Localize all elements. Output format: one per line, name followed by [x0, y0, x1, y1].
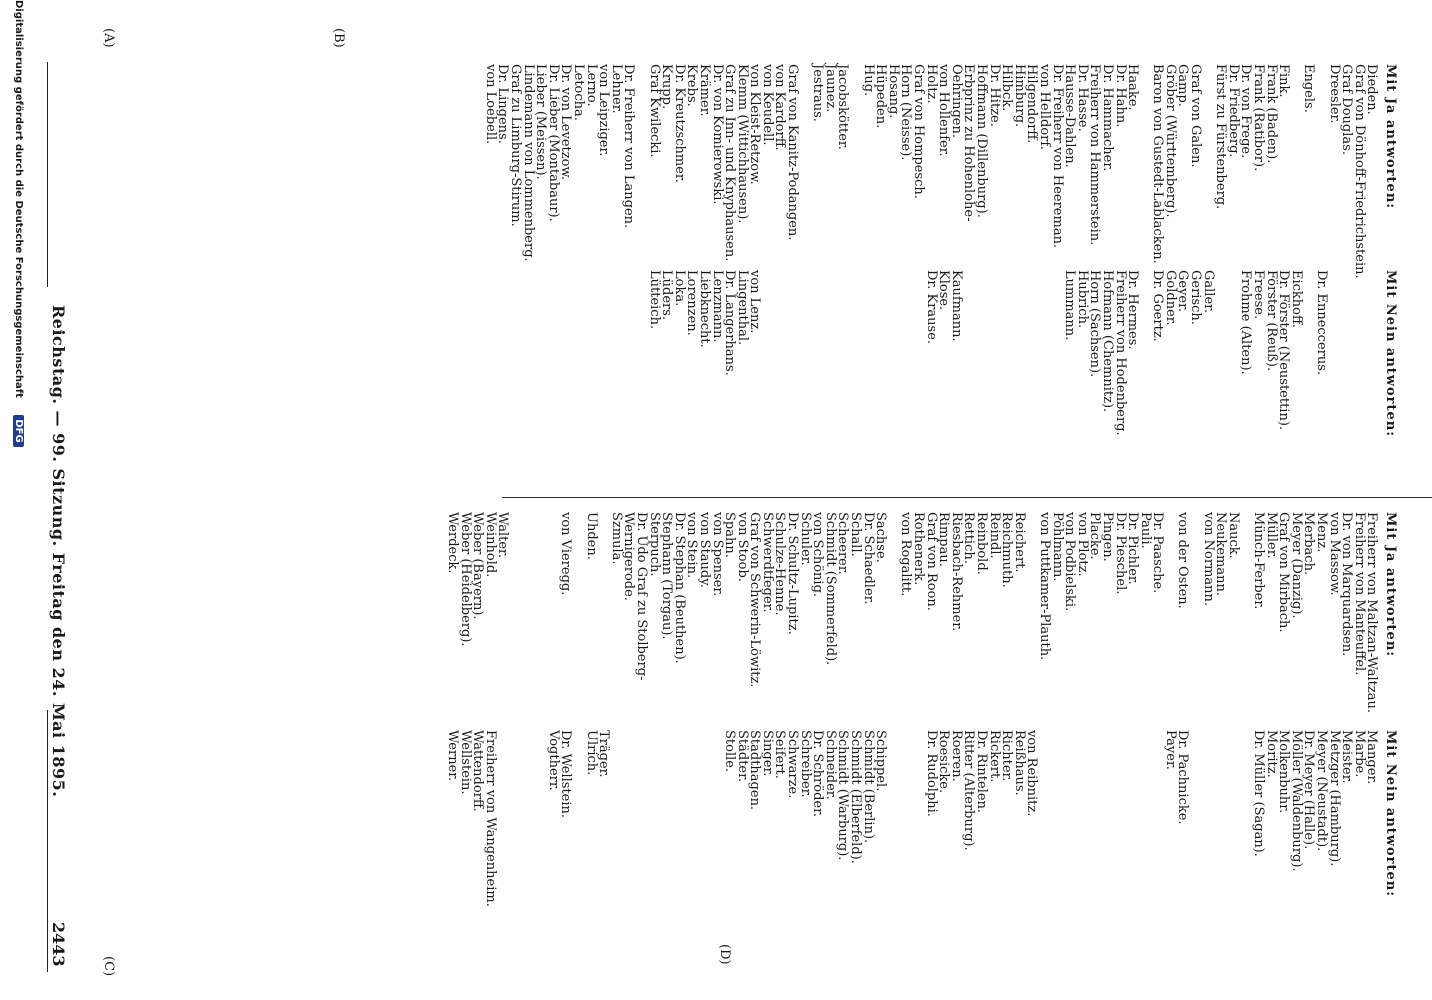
- member-name: von Schönig.: [810, 512, 826, 598]
- member-name: Placke.: [1087, 512, 1103, 560]
- member-name: Roesicke.: [936, 730, 952, 794]
- member-name: Krebs.: [684, 64, 700, 107]
- member-name: Graf von Roon.: [923, 512, 939, 611]
- member-name: von Plotz.: [1074, 512, 1090, 577]
- member-name: Dr. Langerhans.: [722, 270, 738, 376]
- member-name: von Puttkamer-Plauth.: [1036, 512, 1052, 661]
- name-list: [445, 512, 1380, 713]
- member-name: Graf zu Limburg-Stirum.: [508, 64, 524, 227]
- margin-label-d: (D): [717, 944, 732, 965]
- member-name: [521, 512, 534, 713]
- member-name: Nauck.: [1225, 512, 1241, 559]
- column-heading: Mit Nein antworten:: [1383, 270, 1398, 438]
- member-name: [1063, 730, 1076, 907]
- member-name: Rimpau.: [936, 512, 952, 567]
- column-nein-left: [647, 270, 1396, 437]
- member-name: [1050, 730, 1063, 907]
- member-name: [848, 64, 861, 279]
- member-name: Singer.: [759, 730, 775, 777]
- member-name: Dr. Kreutzschmer.: [671, 64, 687, 183]
- member-name: Lütteich.: [646, 270, 662, 330]
- member-name: [571, 730, 584, 907]
- member-name: Freese.: [1251, 270, 1267, 320]
- member-name: [886, 270, 899, 437]
- member-name: Richter.: [999, 730, 1015, 782]
- member-name: [1037, 730, 1050, 907]
- member-name: Dr. Förster (Neustettin).: [1276, 270, 1292, 431]
- member-name: [1189, 730, 1202, 907]
- member-name: Erbprinz zu Hohenlohe-: [961, 64, 977, 222]
- member-name: Schuler.: [797, 512, 813, 566]
- name-list: [647, 270, 1377, 437]
- member-name: Reinbold.: [974, 512, 989, 575]
- member-name: Frank (Ratibor).: [1251, 64, 1267, 172]
- member-name: Horn (Sachsen).: [1087, 270, 1103, 378]
- header-rule-right: [47, 710, 48, 972]
- member-name: [1113, 730, 1126, 907]
- column-divider: [502, 497, 1432, 498]
- member-name: [1100, 730, 1113, 907]
- member-name: Dreesler.: [1326, 64, 1342, 124]
- member-name: Eickhoff.: [1288, 270, 1304, 328]
- member-name: Münch-Ferber.: [1251, 512, 1267, 610]
- member-name: [1163, 512, 1176, 713]
- member-name: Dr. Schultz-Lupitz.: [785, 512, 801, 635]
- member-name: [634, 64, 647, 279]
- member-name: [647, 730, 660, 907]
- member-name: [1340, 270, 1353, 437]
- member-name: Wattendorff.: [470, 730, 486, 812]
- member-name: [534, 512, 547, 713]
- member-name: Jacobskötter.: [835, 64, 851, 150]
- member-name: Dr. Hasse.: [1074, 64, 1090, 132]
- member-name: [1000, 270, 1013, 437]
- member-name: Städter.: [734, 730, 750, 783]
- member-name: von Loebell.: [482, 64, 498, 145]
- member-name: Scheerer.: [835, 512, 851, 575]
- column-ja-right: [445, 512, 1396, 713]
- margin-label-a: (A): [101, 28, 116, 48]
- member-name: von Keudell.: [759, 64, 775, 146]
- member-name: Lingenthal.: [734, 270, 750, 346]
- member-name: Wellstein.: [457, 730, 473, 795]
- member-name: von Kleist-Retzow.: [747, 64, 763, 185]
- member-name: Pöhlmann.: [1049, 512, 1065, 582]
- member-name: Dr. Pachnicke.: [1175, 730, 1191, 825]
- member-name: [974, 270, 987, 437]
- member-name: Kaufmann.: [948, 270, 964, 342]
- member-name: [1239, 730, 1252, 907]
- member-name: Liebknecht.: [696, 270, 712, 348]
- member-name: Himburg.: [1011, 64, 1027, 128]
- member-name: [1088, 730, 1101, 907]
- member-name: [1314, 64, 1327, 279]
- footer-credit: Digitalisierung gefördert durch die Deutsche Forschungsgemeinschaft: [13, 0, 24, 398]
- member-name: Sterpuch.: [646, 512, 662, 577]
- footer-credit-strip: [8, 0, 24, 1000]
- column-heading: Mit Ja antworten:: [1383, 64, 1398, 210]
- member-name: Dr. Rudolphi.: [923, 730, 939, 817]
- member-name: Lüders.: [659, 270, 675, 321]
- member-name: [1151, 730, 1164, 907]
- member-name: Dr. Stephan (Beuthen).: [671, 512, 687, 664]
- member-name: Dr. von Komierowski.: [709, 64, 725, 205]
- member-name: Frank (Baden).: [1263, 64, 1279, 164]
- member-name: von Rogalitt.: [898, 512, 914, 597]
- member-name: von Helldorf.: [1036, 64, 1052, 150]
- member-name: Pingen.: [1099, 512, 1115, 562]
- member-name: Spahn.: [722, 512, 738, 558]
- member-name: [1365, 270, 1378, 437]
- member-name: Dr. Enneccerus.: [1314, 270, 1330, 376]
- member-name: Meyer (Danzig).: [1288, 512, 1304, 619]
- member-name: Graf von Kanitz-Podangen.: [785, 64, 801, 241]
- member-name: Schmidt (Sommerfeld).: [822, 512, 838, 666]
- member-name: Stephann (Torgau).: [659, 512, 675, 640]
- member-name: [899, 270, 912, 437]
- member-name: von Leipziger.: [596, 64, 612, 157]
- member-name: Rettich.: [961, 512, 977, 564]
- page-number: 2443: [49, 922, 68, 967]
- member-name: Graf von Mirbach.: [1276, 512, 1292, 633]
- member-name: Dr. Hitze.: [986, 64, 1002, 127]
- member-name: Haake.: [1125, 64, 1141, 111]
- member-name: [1138, 270, 1151, 437]
- column-heading: Mit Nein antworten:: [1383, 730, 1398, 898]
- member-name: Dr. Hammacher.: [1099, 64, 1115, 172]
- member-name: Krupp.: [659, 64, 675, 110]
- member-name: Meister.: [1339, 730, 1355, 784]
- member-name: [823, 270, 836, 437]
- member-name: Hug.: [860, 64, 876, 97]
- member-name: Dr. Udo Graf zu Stolberg-: [633, 512, 649, 681]
- member-name: Dr. Paasche.: [1150, 512, 1166, 594]
- member-name: Galler.: [1200, 270, 1216, 314]
- member-name: Horn (Neisse).: [898, 64, 914, 161]
- member-name: [571, 512, 584, 713]
- member-name: [874, 270, 887, 437]
- member-name: Dieden.: [1364, 64, 1380, 115]
- member-name: Rothenerk.: [911, 512, 927, 586]
- member-name: Graf von Schwerin-Löwitz.: [747, 512, 763, 688]
- member-name: von Vieregg.: [558, 512, 574, 596]
- member-name: [861, 270, 874, 437]
- member-name: Dr. Pieschel.: [1112, 512, 1128, 595]
- member-name: Szmula.: [608, 512, 624, 565]
- member-name: Schreiber.: [797, 730, 813, 798]
- member-name: von Normann.: [1200, 512, 1216, 607]
- member-name: Reichmuth.: [999, 512, 1015, 588]
- member-name: Hilbck.: [999, 64, 1015, 112]
- member-name: Stadthagen.: [747, 730, 763, 811]
- member-name: Dr. Schaedler.: [860, 512, 876, 605]
- member-name: von Spenser.: [709, 512, 725, 597]
- member-name: [1138, 730, 1151, 907]
- member-name: Molkenbuhr.: [1276, 730, 1292, 814]
- member-name: Dr. Müller (Sagan).: [1251, 730, 1267, 857]
- member-name: Jestraus.: [810, 64, 826, 122]
- member-name: Wernigerode.: [621, 512, 637, 601]
- member-name: von Massow.: [1326, 512, 1342, 596]
- member-name: [786, 270, 799, 437]
- member-name: Hilgendorff.: [1024, 64, 1040, 144]
- member-name: Seifert.: [772, 730, 788, 779]
- member-name: Dr. Krause.: [923, 270, 939, 345]
- member-name: Freiherr von Wangenheim.: [482, 730, 498, 907]
- member-name: Frohme (Alten).: [1238, 270, 1254, 375]
- member-name: Roeren.: [948, 730, 964, 782]
- member-name: Dr. Friedberg.: [1225, 64, 1241, 158]
- member-name: Dr. von Frege.: [1238, 64, 1254, 159]
- member-name: Metzger (Hamburg).: [1326, 730, 1342, 867]
- member-name: Möller (Waldenburg).: [1288, 730, 1304, 872]
- margin-label-c: (C): [101, 956, 116, 977]
- member-name: Schall.: [848, 512, 864, 557]
- name-list: [482, 64, 1380, 279]
- member-name: [1075, 730, 1088, 907]
- member-name: Lerno.: [583, 64, 599, 107]
- member-name: Freiherr von Hammerstein.: [1087, 64, 1103, 246]
- member-name: Dr. Wellstein.: [558, 730, 574, 819]
- member-name: [1201, 730, 1214, 907]
- member-name: Hubrich.: [1074, 270, 1090, 329]
- member-name: [710, 730, 723, 907]
- member-name: [760, 270, 773, 437]
- column-ja-left: [483, 64, 1396, 279]
- member-name: [811, 270, 824, 437]
- member-name: Manger.: [1364, 730, 1380, 785]
- member-name: Müller.: [1263, 512, 1279, 559]
- member-name: von Hollenfer.: [936, 64, 952, 157]
- member-name: Weber (Heidelberg).: [457, 512, 473, 647]
- member-name: Graf zu Inn- und Knyphausen.: [722, 64, 738, 262]
- member-name: Hüpeden.: [873, 64, 889, 129]
- member-name: Neukemann.: [1213, 512, 1229, 596]
- member-name: Fürst zu Fürstenberg.: [1213, 64, 1229, 210]
- member-name: Dr. Hahn.: [1112, 64, 1128, 128]
- member-name: Graf von Dönhoff-Friedrichstein.: [1351, 64, 1367, 279]
- member-name: Lieber (Meissen).: [533, 64, 549, 180]
- member-name: Ritter (Alterburg).: [961, 730, 977, 851]
- member-name: Freiherr von Manteuffel.: [1351, 512, 1367, 676]
- member-name: Rickert.: [986, 730, 1002, 783]
- member-name: [1012, 270, 1025, 437]
- member-name: Dr. von Marquardsen.: [1339, 512, 1355, 657]
- margin-label-b: (B): [331, 28, 346, 48]
- page-header: [46, 0, 70, 1000]
- member-name: Dr. Rintelen.: [974, 730, 989, 814]
- member-name: [660, 730, 673, 907]
- member-name: [911, 730, 924, 907]
- member-name: von Stoob.: [734, 512, 750, 582]
- member-name: Dr. Pichler.: [1125, 512, 1141, 585]
- member-name: [697, 730, 710, 907]
- member-name: [798, 270, 811, 437]
- member-name: Sachse.: [873, 512, 889, 563]
- member-name: Engels.: [1301, 64, 1317, 113]
- member-name: Schmidt (Warburg).: [835, 730, 851, 861]
- member-name: Pauli.: [1137, 512, 1153, 549]
- member-name: [1189, 512, 1202, 713]
- member-name: Freiherr von Maltzan-Waltzau.: [1364, 512, 1380, 713]
- member-name: [899, 730, 912, 907]
- member-name: Fink.: [1276, 64, 1292, 98]
- member-name: Lenzmann.: [709, 270, 725, 343]
- member-name: Riesbach-Rehmer.: [948, 512, 964, 632]
- member-name: [1138, 64, 1151, 279]
- member-name: Weber (Bayern).: [470, 512, 486, 620]
- member-name: Jaunez.: [822, 64, 838, 113]
- member-name: Dr. Meyer (Halle).: [1301, 730, 1317, 850]
- member-name: Menz.: [1314, 512, 1330, 553]
- name-list: [445, 730, 1380, 907]
- member-name: Holtz.: [923, 64, 939, 104]
- column-nein-right: [445, 730, 1396, 907]
- member-name: Hosang.: [885, 64, 901, 119]
- member-name: Schulze-Henne.: [772, 512, 788, 616]
- member-name: Meyer (Neustadt).: [1314, 730, 1330, 852]
- member-name: Baron von Gustedt-Lablacken.: [1150, 64, 1166, 264]
- member-name: [1226, 730, 1239, 907]
- member-name: Hausse-Dahlen.: [1062, 64, 1078, 168]
- member-name: Förster (Reuß).: [1263, 270, 1279, 372]
- member-name: [508, 512, 521, 713]
- member-name: Lehner.: [608, 64, 624, 114]
- member-name: [508, 730, 521, 907]
- member-name: Graf von Galen.: [1188, 64, 1204, 168]
- member-name: Dr. Goertz.: [1150, 270, 1166, 342]
- member-name: [534, 730, 547, 907]
- member-name: Freiherr von Hodenberg.: [1112, 270, 1128, 436]
- member-name: Träger.: [596, 730, 612, 778]
- member-name: [773, 270, 786, 437]
- member-name: Hofmann (Chemnitz).: [1099, 270, 1115, 413]
- member-name: Hoffmann (Dillenburg).: [974, 64, 989, 218]
- member-name: Lindemann von Lommenberg.: [520, 64, 536, 262]
- member-name: Letocha.: [571, 64, 586, 121]
- member-name: Graf Douglas.: [1339, 64, 1355, 155]
- member-name: [1289, 64, 1302, 279]
- member-name: Schippel.: [873, 730, 889, 792]
- member-name: Oehringen.: [948, 64, 964, 138]
- member-name: Schwarze.: [785, 730, 801, 799]
- member-name: Schneider.: [822, 730, 838, 800]
- member-name: Dr. von Levetzow.: [558, 64, 574, 181]
- member-name: Dr. Lieber (Montabaur).: [545, 64, 561, 222]
- member-name: Dr. Freiherr von Heereman.: [1049, 64, 1065, 249]
- member-name: Dr. Lingens.: [495, 64, 511, 144]
- member-name: [1226, 270, 1239, 437]
- member-name: Klose.: [936, 270, 952, 311]
- member-name: [1126, 730, 1139, 907]
- member-name: Dr. Schröder.: [810, 730, 826, 818]
- member-name: [1214, 730, 1227, 907]
- running-title: Reichstag. — 99. Sitzung. Freitag den 24. Mai 1895.: [49, 305, 68, 798]
- member-name: [634, 730, 647, 907]
- member-name: Uhden.: [583, 512, 599, 560]
- member-name: von Lenz.: [747, 270, 763, 334]
- member-name: Schmidt (Elberfeld).: [848, 730, 864, 864]
- member-name: Vogtherr.: [545, 730, 561, 791]
- member-name: Gröber (Württemberg).: [1162, 64, 1178, 218]
- member-name: Reindl.: [986, 512, 1002, 559]
- member-name: Marbe.: [1351, 730, 1367, 778]
- member-name: Ulrich.: [583, 730, 599, 776]
- member-name: [886, 730, 899, 907]
- member-name: Loka.: [671, 270, 687, 307]
- member-name: Schwerdtfeger.: [759, 512, 775, 613]
- member-name: [1037, 270, 1050, 437]
- member-name: Merbach.: [1301, 512, 1317, 576]
- member-name: Graf von Hompesch.: [911, 64, 927, 199]
- member-name: von der Osten.: [1175, 512, 1191, 609]
- member-name: Reißhaus.: [1011, 730, 1027, 796]
- member-name: [886, 512, 899, 713]
- member-name: Werdeck.: [445, 512, 461, 574]
- member-name: Dr. Hermes.: [1125, 270, 1141, 350]
- member-name: Lummann.: [1062, 270, 1078, 341]
- member-name: Werner.: [445, 730, 461, 782]
- member-name: Schmidt (Berlin).: [860, 730, 876, 844]
- member-name: Dr. Freiherr von Langen.: [621, 64, 637, 229]
- column-heading: Mit Ja antworten:: [1383, 512, 1398, 658]
- member-name: Moritz.: [1263, 730, 1279, 778]
- dfg-logo: DFG: [13, 415, 24, 446]
- member-name: [1025, 270, 1038, 437]
- member-name: [609, 730, 622, 907]
- member-name: Lorenzen.: [684, 270, 700, 336]
- member-name: [546, 512, 559, 713]
- member-name: Graf Kwilecki.: [646, 64, 662, 158]
- member-name: [1352, 270, 1365, 437]
- member-name: Krämer.: [696, 64, 712, 117]
- member-name: Gerisch.: [1188, 270, 1204, 325]
- member-name: Payer.: [1162, 730, 1178, 770]
- member-name: Gamp.: [1175, 64, 1191, 107]
- member-name: Weinhold.: [482, 512, 498, 578]
- member-name: von Podbielski.: [1062, 512, 1078, 612]
- member-name: von Kardorff.: [772, 64, 788, 151]
- header-rule-left: [47, 62, 48, 287]
- member-name: [911, 270, 924, 437]
- member-name: [836, 270, 849, 437]
- member-name: [622, 730, 635, 907]
- member-name: Walter.: [495, 512, 511, 558]
- member-name: Reichert.: [1011, 512, 1027, 573]
- member-name: Goldner.: [1162, 270, 1178, 326]
- member-name: Klemm (Wittichhausen).: [734, 64, 750, 224]
- member-name: [672, 730, 685, 907]
- member-name: von Staudy.: [696, 512, 712, 589]
- member-name: [521, 730, 534, 907]
- member-name: [1050, 270, 1063, 437]
- member-name: von Reibnitz.: [1024, 730, 1040, 817]
- member-name: Geyer.: [1175, 270, 1191, 313]
- member-name: [848, 270, 861, 437]
- member-name: [987, 270, 1000, 437]
- member-name: Stolle.: [722, 730, 738, 773]
- member-name: von Stein.: [684, 512, 700, 579]
- member-name: [685, 730, 698, 907]
